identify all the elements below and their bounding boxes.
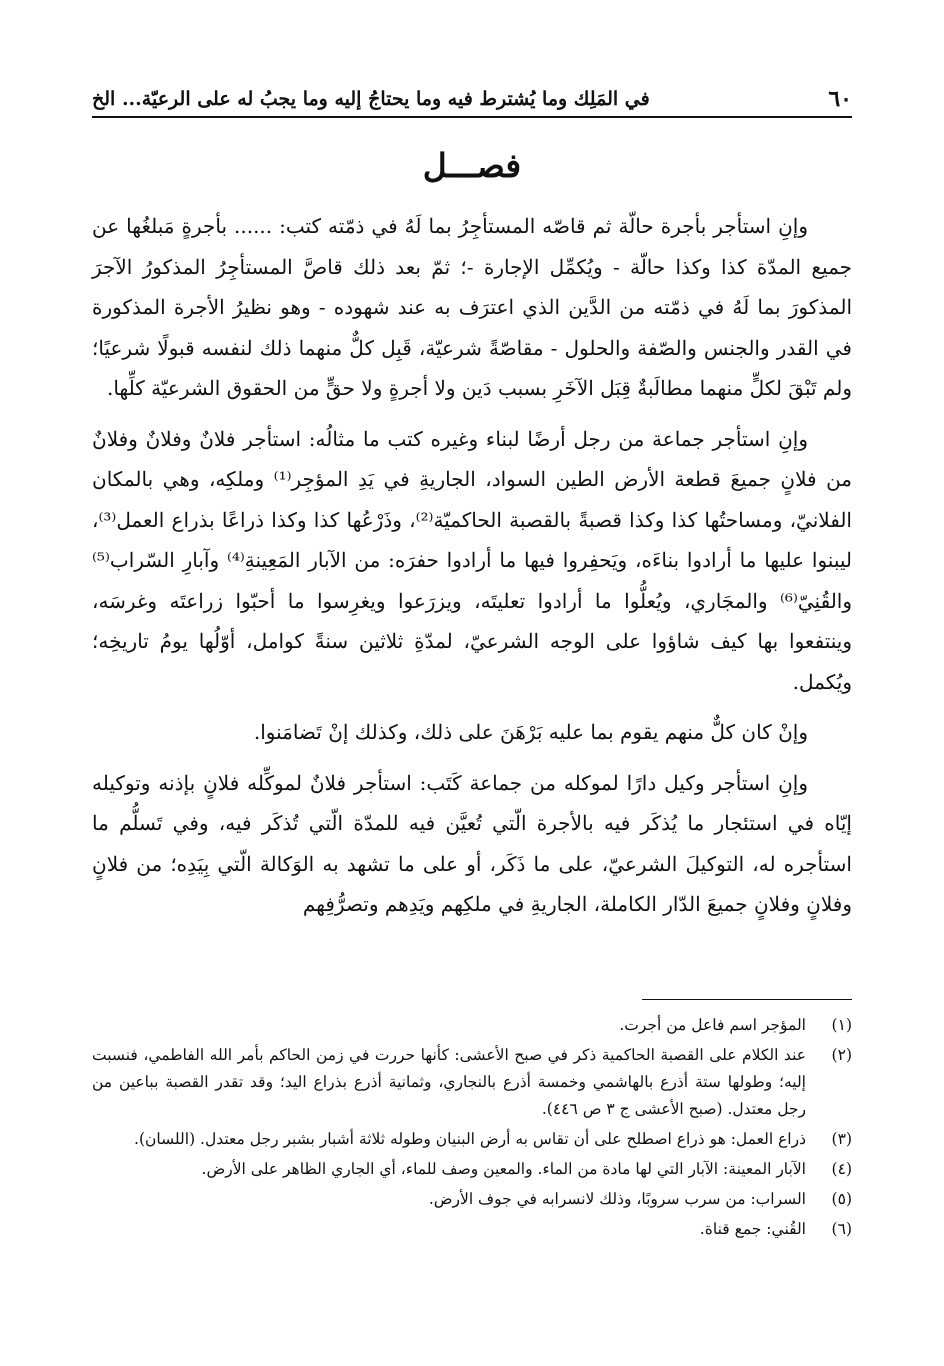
footnote xyxy=(92,1042,852,1123)
section-title: فصـــل xyxy=(422,146,522,185)
footnote xyxy=(92,1012,852,1039)
running-header xyxy=(92,82,852,118)
footnote-label: (٤) xyxy=(831,1160,852,1178)
footnote xyxy=(92,1126,852,1153)
footnote-label: (٥) xyxy=(831,1190,852,1208)
footnote-label: (٣) xyxy=(831,1130,852,1148)
footnote-separator xyxy=(642,999,852,1000)
paragraph: وإنِ استأجر بأجرة حالّة ثم قاصّه المستأجِرُ بما لَهُ في ذمّته كتب: ...... بأجرةٍ مَبلغُها عن جميع المدّة كذا وكذا حالّة - ويُكمِّل الإجارة -؛ ثمّ بعد ذلك قاصَّ المستأجِرُ المذكورُ الآجرَ المذكورَ بما لَهُ في ذمّته من الدَّين الذي اعترَف به عند شهوده - وهو نظيرُ الأجرة المذكورة في القدر والجنس والصّفة والحلول - مقاصّةً شرعيّة، قَبِل كلٌّ منهما ذلك لنفسه قبولًا شرعيًا؛ ولم تَبْقَ لكلٍّ منهما مطالَبةٌ قِبَل الآخَرِ بسبب دَين ولا أجرةٍ ولا حقٍّ من الحقوق الشرعيّة كلِّها. xyxy=(92,214,852,400)
footnote xyxy=(92,1186,852,1213)
footnote-text: عند الكلام على القصبة الحاكمية ذكر في صبح الأعشى: كأنها حررت في زمن الحاكم بأمر الله الفاطمي، فنسبت إليه؛ وطولها ستة أذرع بالهاشمي وخمسة أذرع بالنجاري، وثمانية أذرع بذراع اليد؛ وقد تقدر القصبة بباعين من رجل معتدل. (صبح الأعشى ج ٣ ص ٤٤٦). xyxy=(92,1046,806,1118)
footnote-text: القُني: جمع قناة. xyxy=(699,1220,806,1238)
footnote-text: الآبار المعينة: الآبار التي لها مادة من الماء. والمعين وصف للماء، أي الجاري الظاهر على الأرض. xyxy=(201,1160,806,1178)
footnote xyxy=(92,1156,852,1183)
main-text xyxy=(92,206,852,935)
footnotes xyxy=(92,1012,852,1246)
paragraph: وإنْ كان كلٌّ منهم يقوم بما عليه بَرْهَنَ على ذلك، وكذلك إنْ تَضامَنوا. xyxy=(253,720,808,744)
footnote-label: (١) xyxy=(831,1016,852,1034)
paragraph: وإنِ استأجر جماعة من رجل أرضًا لبناء وغيره كتب ما مثالُه: استأجر فلانٌ وفلانٌ وفلانٌ من فلانٍ جميعَ قطعة الأرض الطين السواد، الجاريةِ في يَدِ المؤجِر⁽¹⁾ وملكِه، وهي بالمكان الفلانيّ، ومساحتُها كذا وكذا قصبةً بالقصبة الحاكميّة⁽²⁾، وذَرْعُها كذا وكذا ذراعًا بذراع العمل⁽³⁾، ليبنوا عليها ما أرادوا بناءَه، ويَحفِروا فيها ما أرادوا حفرَه: من الآبار المَعِينةِ⁽⁴⁾ وآبارِ السّراب⁽⁵⁾ والقُنِيّ⁽⁶⁾ والمجَاري، ويُعلُّوا ما أرادوا تعليتَه، ويزرَعوا ويغرِسوا ما أحبّوا زراعتَه وغرسَه، وينتفعوا بها كيف شاؤوا على الوجه الشرعيّ، لمدّةِ ثلاثين سنةً كوامل، أوّلُها يومُ تاريخِه؛ ويُكمل. xyxy=(92,426,853,694)
footnote-text: السراب: من سرب سروبًا، وذلك لانسرابه في جوف الأرض. xyxy=(428,1190,806,1208)
footnote-text: ذراع العمل: هو ذراع اصطلح على أن تقاس به أرض البنيان وطوله ثلاثة أشبار بشبر رجل معتدل. (اللسان). xyxy=(134,1130,806,1148)
running-title: في المَلِك وما يُشترط فيه وما يحتاجُ إليه وما يجبُ له على الرعيّة... الخ xyxy=(92,88,650,110)
footnote-label: (٦) xyxy=(831,1220,852,1238)
page-number: ٦٠ xyxy=(828,86,852,112)
footnote-label: (٢) xyxy=(831,1046,852,1064)
footnote xyxy=(92,1216,852,1243)
footnote-text: المؤجر اسم فاعل من أجرت. xyxy=(619,1016,806,1034)
paragraph: وإنِ استأجر وكيل دارًا لموكله من جماعة كَتَب: استأجر فلانٌ لموكِّله فلانٍ بإذنه وتوكيله إيّاه في استئجار ما يُذكَر فيه بالأجرة الّتي تُعيَّن فيه للمدّة الّتي تُذكَر فيه، وفي تَسلُّم ما استأجره له، التوكيلَ الشرعيّ، على ما ذَكَر، أو على ما تشهد به الوَكالة الّتي بِيَدِه؛ من فلانٍ وفلانٍ وفلانٍ جميعَ الدّار الكاملة، الجاريةِ في ملكِهم ويَدِهم وتصرُّفِهم xyxy=(92,770,852,916)
